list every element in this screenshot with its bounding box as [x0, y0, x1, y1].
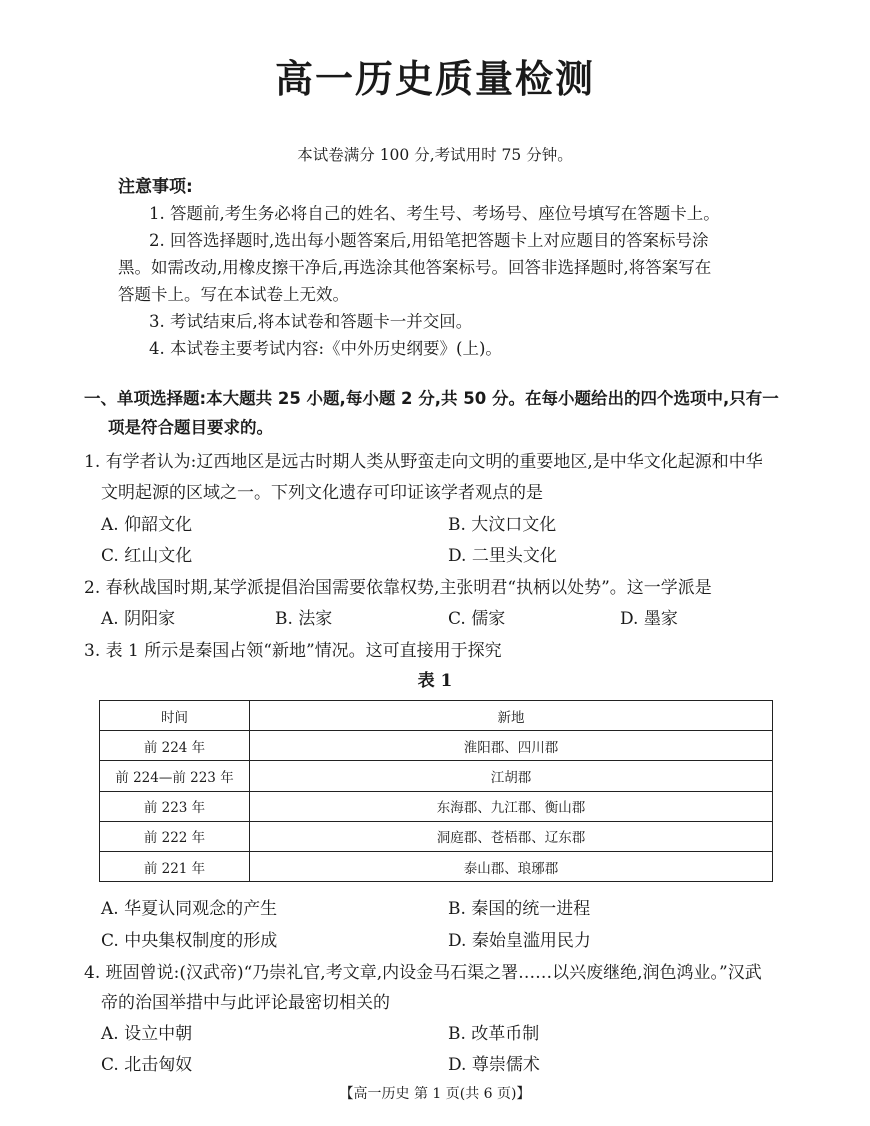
- question-1-option-d[interactable]: D. 二里头文化: [448, 546, 557, 566]
- question-2-option-d[interactable]: D. 墨家: [620, 609, 678, 629]
- question-1-option-c[interactable]: C. 红山文化: [101, 546, 193, 566]
- question-1-stem: 1. 有学者认为:辽西地区是远古时期人类从野蛮走向文明的重要地区,是中华文化起源和中华: [84, 452, 763, 472]
- table-row: [100, 791, 773, 821]
- question-1-option-a[interactable]: A. 仰韶文化: [101, 515, 193, 535]
- note-line: 1. 答题前,考生务必将自己的姓名、考生号、考场号、座位号填写在答题卡上。: [149, 204, 720, 223]
- table-header-row: [100, 701, 773, 731]
- question-4-stem-cont: 帝的治国举措中与此评论最密切相关的: [101, 993, 390, 1013]
- question-4-stem: 4. 班固曾说:(汉武帝)“乃崇礼官,考文章,内设金马石渠之署……以兴废继绝,润色鸿业。”汉武: [84, 963, 762, 983]
- table-cell-time: 前 223 年: [100, 791, 250, 821]
- table-cell-time: 前 224 年: [100, 731, 250, 761]
- question-4-option-d[interactable]: D. 尊崇儒术: [448, 1055, 540, 1075]
- note-line: 4. 本试卷主要考试内容:《中外历史纲要》(上)。: [149, 339, 502, 358]
- question-3-stem: 3. 表 1 所示是秦国占领“新地”情况。这可直接用于探究: [84, 641, 502, 661]
- question-3-option-a[interactable]: A. 华夏认同观念的产生: [101, 899, 278, 919]
- table-cell-time: 前 222 年: [100, 821, 250, 851]
- exam-info: 本试卷满分 100 分,考试用时 75 分钟。: [297, 146, 573, 164]
- note-line: 2. 回答选择题时,选出每小题答案后,用铅笔把答题卡上对应题目的答案标号涂: [149, 231, 709, 250]
- territory-table: [99, 700, 773, 882]
- notes-heading: 注意事项:: [118, 177, 193, 197]
- table-cell-time: 前 221 年: [100, 851, 250, 881]
- section-heading-cont: 项是符合题目要求的。: [108, 418, 273, 437]
- table-cell-time: 前 224—前 223 年: [100, 761, 250, 791]
- section-heading: 一、单项选择题:本大题共 25 小题,每小题 2 分,共 50 分。在每小题给出的四个选项中,只有一: [84, 389, 779, 408]
- table-header-time: 时间: [100, 701, 250, 731]
- question-4-option-b[interactable]: B. 改革币制: [448, 1024, 540, 1044]
- table-row: [100, 851, 773, 881]
- question-3-option-d[interactable]: D. 秦始皇滥用民力: [448, 931, 591, 951]
- page-footer: 【高一历史 第 1 页(共 6 页)】: [339, 1086, 531, 1102]
- table-header-territory: 新地: [250, 701, 773, 731]
- table-row: [100, 731, 773, 761]
- table-cell-territory: 洞庭郡、苍梧郡、辽东郡: [250, 821, 773, 851]
- question-2-option-c[interactable]: C. 儒家: [448, 609, 506, 629]
- question-3-option-b[interactable]: B. 秦国的统一进程: [448, 899, 591, 919]
- question-2-option-a[interactable]: A. 阴阳家: [101, 609, 176, 629]
- note-line: 3. 考试结束后,将本试卷和答题卡一并交回。: [149, 312, 473, 331]
- table-row: [100, 761, 773, 791]
- page-title: 高一历史质量检测: [274, 57, 595, 101]
- table-cell-territory: 泰山郡、琅琊郡: [250, 851, 773, 881]
- note-line: 黑。如需改动,用橡皮擦干净后,再选涂其他答案标号。回答非选择题时,将答案写在: [118, 258, 712, 277]
- table-cell-territory: 淮阳郡、四川郡: [250, 731, 773, 761]
- question-2-option-b[interactable]: B. 法家: [275, 609, 333, 629]
- table-caption: 表 1: [417, 671, 453, 691]
- table-cell-territory: 江胡郡: [250, 761, 773, 791]
- question-2-stem: 2. 春秋战国时期,某学派提倡治国需要依靠权势,主张明君“执柄以处势”。这一学派是: [84, 578, 712, 598]
- table-row: [100, 821, 773, 851]
- question-1-option-b[interactable]: B. 大汶口文化: [448, 515, 557, 535]
- question-3-option-c[interactable]: C. 中央集权制度的形成: [101, 931, 278, 951]
- question-1-stem-cont: 文明起源的区域之一。下列文化遗存可印证该学者观点的是: [101, 483, 543, 503]
- question-4-option-c[interactable]: C. 北击匈奴: [101, 1055, 193, 1075]
- question-4-option-a[interactable]: A. 设立中朝: [101, 1024, 193, 1044]
- table-cell-territory: 东海郡、九江郡、衡山郡: [250, 791, 773, 821]
- note-line: 答题卡上。写在本试卷上无效。: [118, 285, 349, 304]
